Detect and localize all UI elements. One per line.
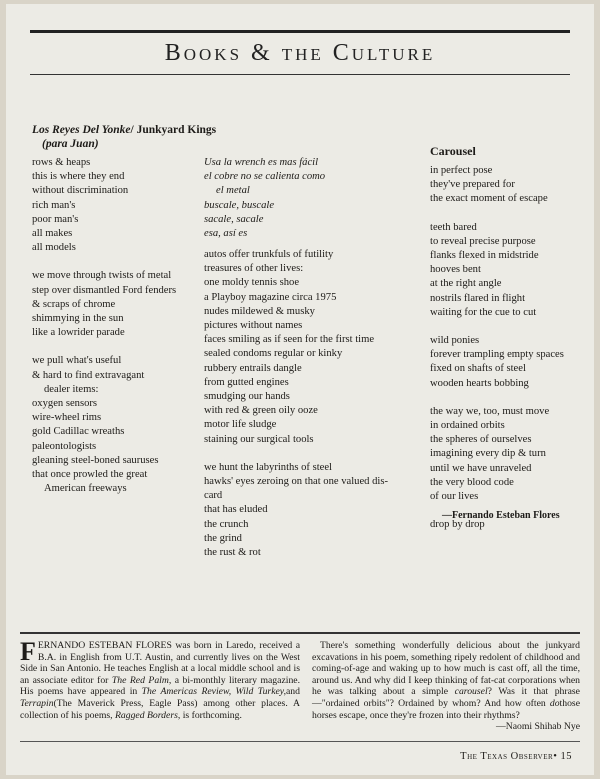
poem-line: motor life sludge (204, 419, 277, 431)
bio-rule (20, 632, 580, 634)
poem-line: in ordained orbits (430, 420, 505, 432)
poem-line: gold Cadillac wreaths (32, 426, 125, 438)
poem-line: one moldy tennis shoe (204, 277, 300, 289)
poem-line: poor man's (32, 213, 79, 225)
poem-line: esa, así es (204, 228, 248, 240)
page-number: 15 (560, 751, 572, 762)
poem-title-spanish: Los Reyes Del Yonke (32, 124, 131, 136)
poem-line: until we have unraveled (430, 462, 532, 474)
poem1-column-2-spanish (204, 156, 325, 241)
poem-line: forever trampling empty spaces (430, 349, 564, 361)
poem-title-slash: / (130, 124, 137, 136)
poem-line: nudes mildewed & musky (204, 305, 315, 317)
publication-name: The Texas Observer (460, 751, 554, 762)
poem-line: dealer items: (44, 383, 99, 395)
poem-line: rubbery entrails dangle (204, 362, 302, 374)
poem-line: without discrimination (32, 185, 129, 197)
poem-line (430, 320, 564, 334)
bio-text: and (286, 686, 300, 698)
poem-line: the grind (204, 532, 242, 544)
poem-line: Usa la wrench es mas fácil (204, 157, 319, 168)
editor-note (312, 640, 580, 733)
poem-line: autos offer trunkfuls of futility (204, 249, 334, 260)
poem-line: oxygen sensors (32, 398, 98, 410)
poem-title-block (32, 123, 216, 151)
poem-line: the very blood code (430, 476, 514, 488)
poem-line: wild ponies (430, 335, 480, 347)
poem-line: el metal (216, 185, 250, 197)
poem-line: fixed on shafts of steel (430, 363, 526, 375)
poem1-column-2 (204, 248, 388, 560)
bio-text: ERNANDO ESTEBAN FLORES was born in Laredo, received a B.A. in English from U.T. Austin, and currently lives on the West Side in San Antonio. He teaches English at a local middle school and is an associate editor for (20, 640, 300, 686)
bio-text: Ragged Borders (114, 709, 178, 721)
poem-line (430, 207, 564, 221)
header-rule-bottom (30, 74, 570, 75)
poem-line: the crunch (204, 518, 249, 530)
poem-line: hooves bent (430, 264, 481, 276)
note-text: those horses escape, once they're frozen into their rhythms? (312, 697, 580, 721)
footer-rule (20, 741, 580, 742)
poem-line: the rust & rot (204, 547, 261, 559)
poem-line: imagining every dip & turn (430, 448, 546, 460)
poem-line: nostrils flared in flight (430, 292, 526, 304)
poem-line: gleaning steel-boned sauruses (32, 454, 159, 466)
poem-line: in perfect pose (430, 165, 493, 176)
poem-line: American freeways (44, 483, 127, 495)
poem1-column-1 (32, 156, 176, 496)
poem-line: & scraps of chrome (32, 298, 116, 310)
poem-line: drop by drop (430, 519, 485, 531)
poem-line: to reveal precise purpose (430, 235, 536, 247)
carousel-title: Carousel (430, 144, 476, 158)
poem-line: this is where they end (32, 171, 125, 183)
poem-line: the way we, too, must move (430, 405, 550, 417)
poem-line: shimmying in the sun (32, 313, 124, 325)
poem-line: from gutted engines (204, 376, 289, 388)
note-text: do (549, 697, 560, 709)
poem-line: pictures without names (204, 320, 303, 332)
poem-dedication: (para Juan) (42, 138, 99, 150)
bio-text: , a bi-monthly literary magazine. His poems have appeared in (20, 674, 301, 698)
poem-signature: —Fernando Esteban Flores (442, 510, 560, 521)
poem-line: all makes (32, 228, 73, 240)
header-rule-top (30, 30, 570, 33)
page-footer (460, 751, 572, 762)
poem-line: all models (32, 242, 76, 254)
footer-separator: • (553, 751, 561, 762)
poem-line: we pull what's useful (32, 355, 122, 367)
poem-line: the spheres of ourselves (430, 434, 532, 446)
poem-line: at the right angle (430, 278, 502, 290)
poem-line: we hunt the labyrinths of steel (204, 461, 332, 473)
poem-line: the exact moment of escape (430, 193, 548, 205)
poem-line: rows & heaps (32, 157, 91, 168)
poem-line: smudging our hands (204, 391, 290, 403)
poem-line: teeth bared (430, 221, 477, 233)
poem-line: that has eluded (204, 504, 268, 516)
bio-text: Terrapin (20, 697, 54, 709)
magazine-page (6, 4, 594, 775)
section-header: Books & the Culture (164, 40, 436, 66)
bio-text: The Red Palm (111, 674, 169, 686)
poem-line: card (204, 490, 223, 502)
poem-line: that once prowled the great (32, 469, 148, 481)
poem-title-english: Junkyard Kings (136, 124, 217, 136)
poem-line: el cobre no se calienta como (204, 171, 326, 183)
poem-line: sacale, sacale (204, 213, 264, 225)
poem-line: step over dismantled Ford fenders (32, 284, 177, 296)
note-text: There's something wonderfully delicious about the junkyard excavations in his poem, something ripely redolent of childhood and coming-of-age and waking up to how much is cast off, all the time, around us. And why did I keep thinking of fat-cat corporations when he was talking about a simple (312, 640, 580, 698)
poem-line: a Playboy magazine circa 1975 (204, 291, 337, 303)
note-text: carousel (454, 686, 488, 698)
poem-line (32, 340, 176, 354)
poem-line (430, 391, 564, 405)
poem-line: paleontologists (32, 440, 97, 452)
poem-line: they've prepared for (430, 179, 515, 191)
bio-text: The Americas Review, Wild Turkey, (141, 686, 286, 698)
poem-line: rich man's (32, 199, 76, 211)
poem-line (32, 255, 176, 269)
poem-line: waiting for the cue to cut (430, 306, 537, 318)
poem-line: with red & green oily ooze (204, 405, 318, 417)
bio-dropcap: F (20, 637, 36, 666)
poem-line: we move through twists of metal (32, 270, 172, 282)
poem-line: wooden hearts bobbing (430, 377, 529, 389)
poem-line: & hard to find extravagant (32, 369, 145, 381)
note-signature: —Naomi Shihab Nye (496, 721, 580, 733)
poem-line: faces smiling as if seen for the first time (204, 334, 375, 346)
bio-text: (The Maverick Press, Eagle Pass) among other places. A collection of his poems, (20, 697, 300, 721)
carousel-poem (430, 164, 564, 532)
poem-line: like a lowrider parade (32, 327, 125, 339)
poem-line: flanks flexed in midstride (430, 250, 539, 262)
poem-line: hawks' eyes zeroing on that one valued dis- (204, 476, 389, 488)
bio-text: , is forthcoming. (177, 709, 242, 721)
poem-line: buscale, buscale (204, 199, 275, 211)
poem-line (204, 447, 388, 461)
poem-line: of our lives (430, 491, 479, 503)
note-text: ? Was it that phrase—"ordained orbits"? Ordained by whom? And how often (312, 686, 580, 709)
poem-line: wire-wheel rims (32, 412, 102, 424)
author-bio (20, 637, 301, 721)
poem-line: staining our surgical tools (204, 433, 314, 445)
poem-line: sealed condoms regular or kinky (204, 348, 343, 360)
poem-line: treasures of other lives: (204, 263, 304, 275)
